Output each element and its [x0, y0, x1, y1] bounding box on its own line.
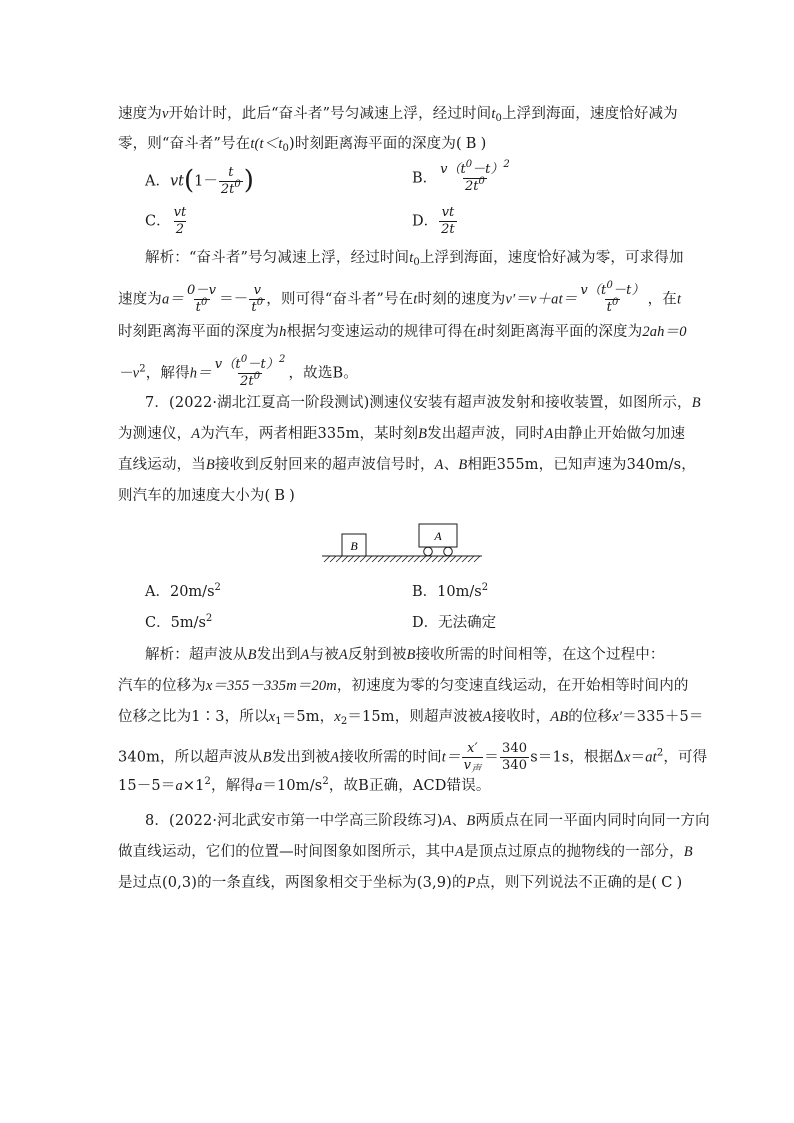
- p6-option-c: C． $\frac{vt}{2}$: [145, 205, 187, 237]
- ground-hatching: [322, 556, 482, 562]
- p7-option-d: D．无法确定: [412, 615, 497, 631]
- p6-solution-line-4: $-v^2$，解得h＝ $\frac{v(t^0-t)^2}{2t^0}$ ，故选B。: [118, 354, 358, 389]
- p8-answer: C: [661, 875, 673, 891]
- p8-line-1: 8．(2022·河北武安市第一中学高三阶段练习)A、B两质点在同一平面内同时向同一方向: [145, 813, 710, 829]
- p7-line-4: 则汽车的加速度大小为( B ): [118, 488, 295, 504]
- fig-label-b: B: [350, 539, 358, 553]
- p7-solution-line-3: 位移之比为1∶3，所以$x_1=5m$，$x_2=15m$，则超声波被A接收时，AB的位移x′＝335＋5＝: [118, 709, 704, 727]
- p8-line-2: 做直线运动，它们的位置—时间图象如图所示，其中A是顶点过原点的抛物线的一部分，B: [118, 844, 693, 860]
- p6-option-a: A．vt(1－ $\frac{t}{2t^0}$ ): [145, 165, 254, 197]
- p7-solution-line-2: 汽车的位移为x＝355－335m＝20m，初速度为零的匀变速直线运动，在开始相等时间内的: [118, 678, 689, 694]
- p8-line-3: 是过点(0,3)的一条直线，两图象相交于坐标为(3,9)的P点，则下列说法不正确的是( C ): [118, 875, 683, 891]
- p7-option-a: A．$20m/s^2$: [145, 582, 221, 600]
- p7-line-2: 为测速仪，A为汽车，两者相距335m，某时刻B发出超声波，同时A由静止开始做匀加速: [118, 426, 686, 442]
- p7-solution-line-4: 340m，所以超声波从B发出到被A接收所需的时间t＝ $\frac{x'}{v_声}$ ＝ $\frac{340}{340}$ s＝1s，根据$\Delta x=at^2$，可得: [118, 741, 708, 775]
- car-wheel-left: [424, 547, 433, 556]
- p7-solution-line-1: 解析：超声波从B发出到A与被A反射到被B接收所需的时间相等，在这个过程中：: [145, 647, 665, 663]
- p7-line-1: 7．(2022·湖北江夏高一阶段测试)测速仪安装有超声波发射和接收装置，如图所示，B: [145, 395, 701, 411]
- p6-solution-line-1: 解析：“奋斗者”号匀减速上浮，经过时间$t_0$上浮到海面，速度恰好减为零，可求得加: [145, 250, 684, 268]
- p7-option-c: C．$5m/s^2$: [145, 613, 213, 631]
- p7-line-3: 直线运动，当B接收到反射回来的超声波信号时，A、B相距355m，已知声速为340m/s，: [118, 457, 696, 473]
- fig-label-a: A: [434, 529, 442, 543]
- p7-solution-line-5: $15-5=a\times 1^2$，解得$a=10m/s^2$，故B正确，ACD错误。: [118, 776, 491, 794]
- p7-figure: [322, 518, 482, 568]
- p6-solution-line-2: 速度为a＝ $\frac{0-v}{t^0}$ ＝－ $\frac{v}{t^0}$ ，则可得“奋斗者”号在t时刻的速度为v′＝v＋at＝ $\frac{v(t^0-t)}{t^0}$ ，在t: [118, 280, 682, 315]
- p6-solution-line-3: 时刻距离海平面的深度为h根据匀变速运动的规律可得在t时刻距离海平面的深度为2ah＝0: [118, 324, 687, 340]
- p6-option-b: B． $\frac{v(t^0-t)^2}{2t^0}$: [412, 159, 510, 194]
- p6-answer: B: [465, 136, 477, 152]
- p6-option-d: D． $\frac{vt}{2t}$: [412, 205, 455, 237]
- p6-line-2: 零，则“奋斗者”号在$t(t<t_0)$时刻距离海平面的深度为( B ): [118, 136, 487, 154]
- p7-answer: B: [274, 488, 286, 504]
- p7-option-b: B．$10m/s^2$: [412, 582, 489, 600]
- car-wheel-right: [444, 547, 453, 556]
- p6-line-1: 速度为v开始计时，此后“奋斗者”号匀减速上浮，经过时间$t_0$上浮到海面，速度恰好减为: [118, 106, 678, 124]
